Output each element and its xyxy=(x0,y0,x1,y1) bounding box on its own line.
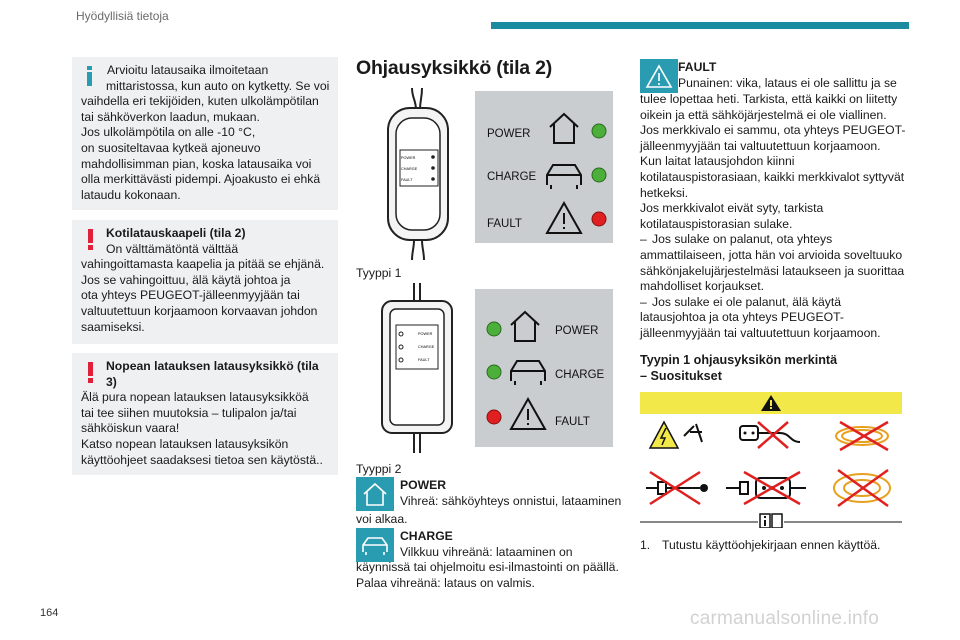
warning-box-home-cable xyxy=(72,220,338,344)
svg-text:CHARGE: CHARGE xyxy=(418,345,435,349)
warning-line: Jos se vahingoittuu, älä käytä johtoa ja xyxy=(81,272,291,287)
info-line: on suositeltavaa kytkeä ajoneuvo xyxy=(81,140,261,155)
warning-line: käyttöohjeet saadaksesi tietoa sen käytöstä.. xyxy=(81,452,323,467)
dash-line: mahdolliset korjaukset. xyxy=(640,279,764,294)
house-icon xyxy=(356,477,394,511)
dash-line: ammattilaiseen, jotta hän voi arvioida soveltuuko xyxy=(640,247,903,262)
fault-led-red xyxy=(592,212,606,226)
marking-title xyxy=(640,353,837,384)
warning-triangle-icon xyxy=(640,59,678,93)
panel-label-power: POWER xyxy=(555,325,599,337)
numbered-item xyxy=(640,538,880,554)
marking-title-line: – Suositukset xyxy=(640,368,722,383)
info-line: mahdollisimman pian, koska latausaika voi xyxy=(81,156,312,171)
dash-line: jälleenmyyjään tai valtuutettuun korjaamoon. xyxy=(640,325,881,340)
dash-line: latausjohtoa ja ota yhteys PEUGEOT- xyxy=(640,310,844,325)
no-adapter-icon xyxy=(646,472,708,504)
warning-title: Kotilatauskaapeli (tila 2) xyxy=(106,226,246,240)
fault-line: jälleenmyyjään tai valtuutettuun korjaamoon. xyxy=(640,138,881,153)
fault-line: kotilatauspistorasiaan, kaikki merkkivalot syttyvät xyxy=(640,169,905,184)
device-label-charge: CHARGE xyxy=(401,167,418,171)
device-label-power: POWER xyxy=(401,156,416,160)
warning-line: sähköiskun vaara! xyxy=(81,421,180,436)
charge-title: CHARGE xyxy=(400,529,453,543)
section-title: Ohjausyksikkö (tila 2) xyxy=(356,57,553,79)
panel-label-charge: CHARGE xyxy=(487,171,537,183)
charge-line: Palaa vihreänä: lataus on valmis. xyxy=(356,575,535,590)
dash-char: – xyxy=(640,294,647,309)
panel-label-power: POWER xyxy=(487,128,531,140)
fault-line: Punainen: vika, lataus ei ole sallittu ja se xyxy=(678,75,897,90)
warning-line: Katso nopean latauksen latausyksikön xyxy=(81,436,289,451)
warning-triangle-icon xyxy=(511,399,545,429)
panel-label-fault: FAULT xyxy=(487,218,522,230)
dash-char: – xyxy=(640,232,647,247)
power-led-green xyxy=(487,322,501,336)
no-coiled-cable-icon xyxy=(836,422,888,450)
charge-led-green xyxy=(592,168,606,182)
info-line: lataudu kokonaan. xyxy=(81,187,181,202)
warning-title: 3) xyxy=(106,374,117,389)
warning-line: saamiseksi. xyxy=(81,319,145,334)
warning-line: On välttämätöntä välttää xyxy=(106,241,239,256)
charge-line-wrap xyxy=(356,560,619,591)
type1-indicator-panel xyxy=(475,91,613,243)
electric-shock-icon xyxy=(650,422,702,448)
type1-control-unit-image xyxy=(378,88,460,260)
warning-triangle-icon xyxy=(547,203,581,233)
marking-title-line: Tyypin 1 ohjausyksikön merkintä xyxy=(640,353,838,367)
manual-book-icon xyxy=(760,514,782,528)
marking-pictograms xyxy=(640,392,902,528)
fault-line: Jos merkkivalot eivät syty, tarkista xyxy=(640,201,824,216)
type1-caption: Tyyppi 1 xyxy=(356,266,402,280)
svg-text:FAULT: FAULT xyxy=(418,358,430,362)
charge-item xyxy=(400,529,573,560)
warning-line: ota yhteys PEUGEOT-jälleenmyyjään tai xyxy=(81,288,300,303)
info-box xyxy=(72,57,338,210)
info-line: Jos ulkolämpötila on alle -10 °C, xyxy=(81,125,256,140)
info-line: olla merkittävästi pidempi. Ajoakusto ei ehkä xyxy=(81,172,321,187)
svg-text:POWER: POWER xyxy=(418,332,433,336)
warning-line: valtuutettuun korjaamoon korvaavan johdon xyxy=(81,303,318,318)
header-title: Hyödyllisiä tietoja xyxy=(76,9,169,23)
watermark: carmanualsonline.info xyxy=(690,608,880,629)
house-icon xyxy=(511,312,539,341)
dash-line: Jos sulake ei ole palanut, älä käytä xyxy=(652,294,842,309)
info-line: vaihdella eri tekijöiden, kuten ulkolämpötilan xyxy=(81,94,319,109)
dash-item xyxy=(640,295,906,311)
type2-indicator-panel xyxy=(475,289,613,447)
fault-line: Jos merkkivalo ei sammu, ota yhteys PEUGEOT- xyxy=(640,123,906,138)
warning-line: tai tee siihen muutoksia – tulipalon ja/tai xyxy=(81,405,297,420)
info-line: mittaristossa, kun auto on kytketty. Se voi xyxy=(106,78,330,93)
type2-caption: Tyyppi 2 xyxy=(356,462,402,476)
header-accent-bar xyxy=(491,22,909,29)
dash-item xyxy=(640,232,906,248)
panel-label-charge: CHARGE xyxy=(555,369,605,381)
page-number: 164 xyxy=(40,607,59,619)
charge-line: Vilkkuu vihreänä: lataaminen on xyxy=(400,544,573,559)
fault-line: hetkeksi. xyxy=(640,185,689,200)
no-extension-cord-icon xyxy=(740,422,800,448)
fault-line: Kun laitat latausjohdon kiinni xyxy=(640,154,795,169)
power-line-wrap: voi alkaa. xyxy=(356,512,408,526)
fault-led-red xyxy=(487,410,501,424)
warning-box-fast-charger xyxy=(72,353,338,475)
fault-line: kotilatauspistorasian sulake. xyxy=(640,216,793,231)
fault-line: oikein ja että sähköjärjestelmä ei ole viallinen. xyxy=(640,107,887,122)
fault-text xyxy=(640,92,906,342)
car-icon xyxy=(511,361,545,385)
charge-led-green xyxy=(487,365,501,379)
power-item xyxy=(400,478,621,509)
info-line: tai sähköverkon laadun, mukaan. xyxy=(81,109,260,124)
power-title: POWER xyxy=(400,478,447,492)
exclamation-icon xyxy=(81,359,103,383)
item-number: 1. xyxy=(640,538,651,552)
exclamation-icon xyxy=(81,226,103,250)
device-label-fault: FAULT xyxy=(401,178,413,182)
item-text: Tutustu käyttöohjekirjaan ennen käyttöä. xyxy=(662,538,881,552)
info-icon xyxy=(81,63,103,87)
charge-line: käynnissä tai ohjelmoitu esi-ilmastointi on päällä. xyxy=(356,560,619,574)
warning-line: vahingoittamasta kaapelia ja pitää se ehjänä. xyxy=(81,257,325,272)
power-line: Vihreä: sähköyhteys onnistui, lataaminen xyxy=(400,493,622,508)
no-tangled-cable-icon xyxy=(834,470,890,506)
no-multi-socket-icon xyxy=(726,472,806,504)
dash-line: sähkönjakelujärjestelmäsi lataukseen ja suorittaa xyxy=(640,263,905,278)
warning-line: Älä pura nopean latauksen latausyksikköä xyxy=(81,390,309,405)
power-led-green xyxy=(592,124,606,138)
fault-line: tulee lopettaa heti. Tarkista, että kaikki on liitetty xyxy=(640,92,898,106)
info-line: Arvioitu latausaika ilmoitetaan xyxy=(107,63,269,77)
fault-title: FAULT xyxy=(678,60,717,74)
car-icon xyxy=(547,165,581,189)
panel-label-fault: FAULT xyxy=(555,416,590,428)
warning-title: Nopean latauksen latausyksikkö (tila xyxy=(106,359,319,373)
dash-line: Jos sulake on palanut, ota yhteys xyxy=(652,232,833,247)
fault-item xyxy=(678,60,897,91)
house-icon xyxy=(550,114,578,143)
car-icon xyxy=(356,528,394,562)
type2-control-unit-image xyxy=(374,283,462,453)
